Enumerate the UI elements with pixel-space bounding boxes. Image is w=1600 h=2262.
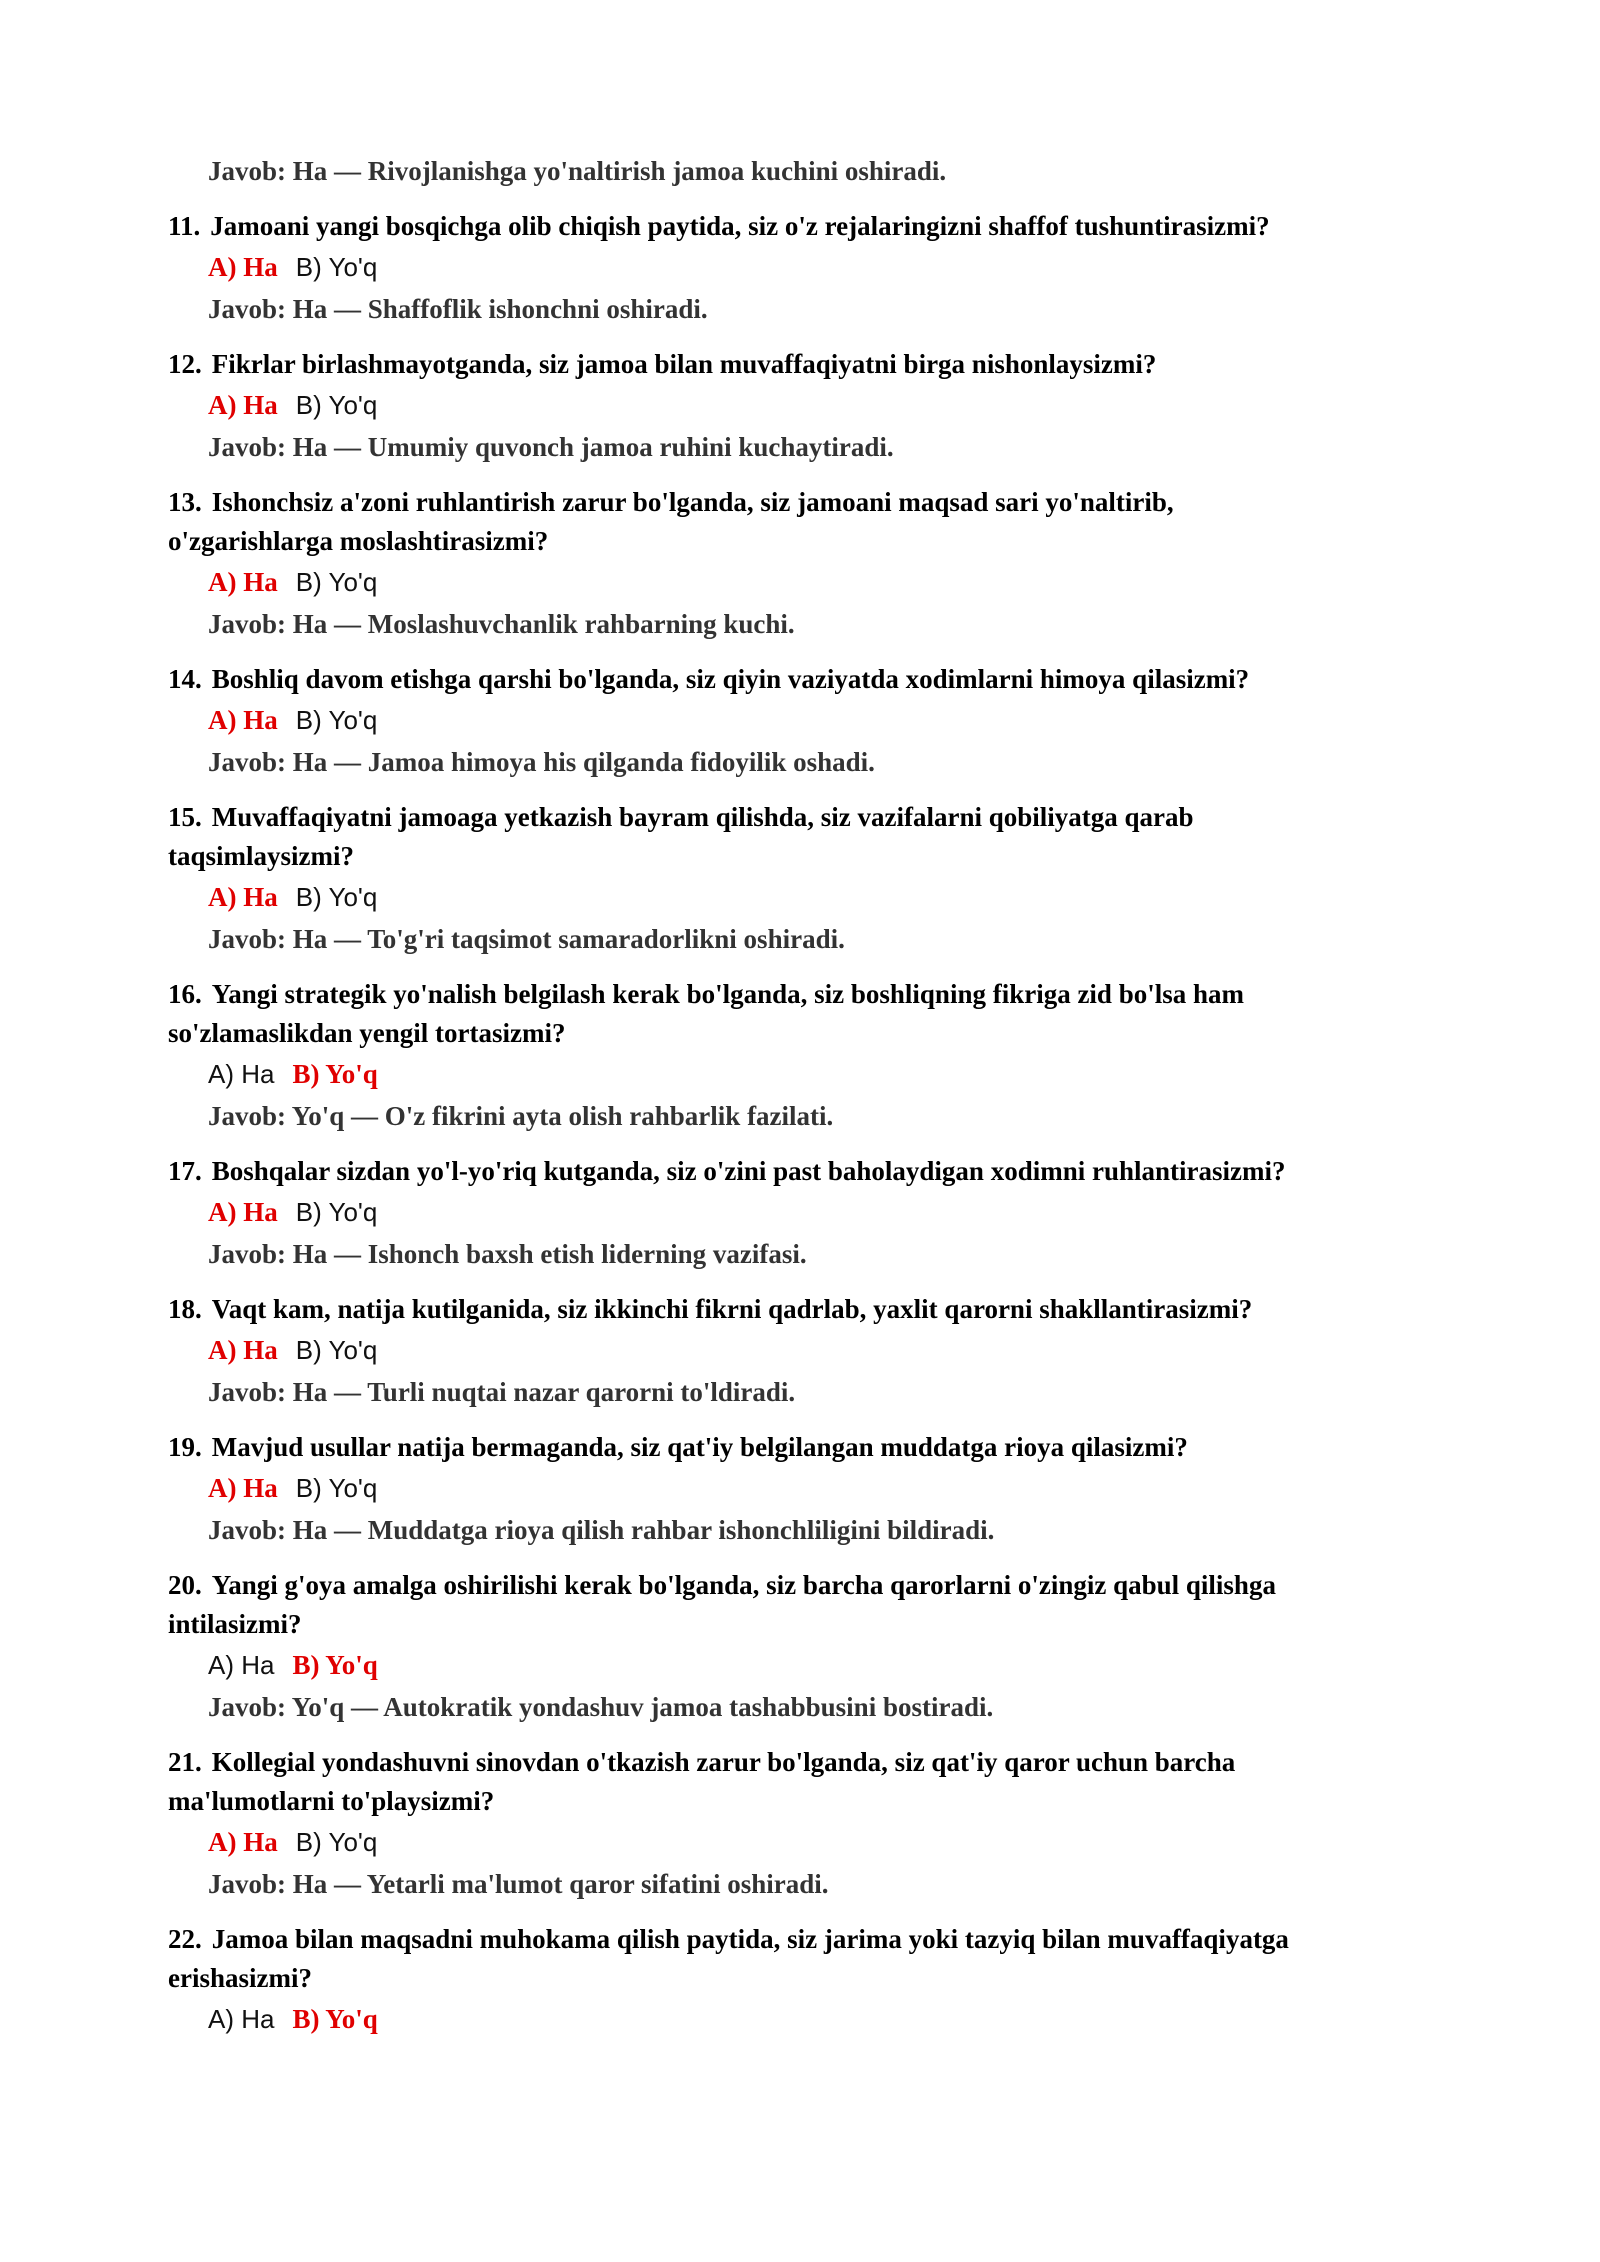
option-b: B) Yo'q — [295, 567, 378, 597]
answer-line: Javob: Ha — Jamoa himoya his qilganda fidoyilik oshadi. — [208, 747, 875, 777]
question-number: 19. — [168, 1432, 202, 1462]
question-item — [168, 1743, 1438, 1905]
question-label-continued: so'zlamaslikdan yengil tortasizmi? — [168, 1018, 566, 1048]
option-a: A) Ha — [208, 1335, 278, 1365]
options-row — [168, 876, 1438, 918]
question-number: 16. — [168, 979, 202, 1009]
question-item — [168, 345, 1438, 468]
question-item — [168, 1920, 1438, 2040]
question-label: Jamoa bilan maqsadni muhokama qilish paytida, siz jarima yoki tazyiq bilan muvaffaqiyatga — [211, 1924, 1289, 1954]
options-row — [168, 1998, 1438, 2040]
question-label-continued: o'zgarishlarga moslashtirasizmi? — [168, 526, 549, 556]
question-number: 13. — [168, 487, 202, 517]
options-row — [168, 1821, 1438, 1863]
question-text — [168, 345, 1438, 384]
question-number: 14. — [168, 664, 202, 694]
options-row — [168, 561, 1438, 603]
question-list — [168, 207, 1438, 2040]
option-b: B) Yo'q — [295, 1335, 378, 1365]
option-a: A) Ha — [208, 1197, 278, 1227]
question-item — [168, 798, 1438, 960]
options-row — [168, 1191, 1438, 1233]
option-a: A) Ha — [208, 1827, 278, 1857]
question-text — [168, 1743, 1438, 1821]
question-number: 20. — [168, 1570, 202, 1600]
question-text — [168, 660, 1438, 699]
question-item — [168, 660, 1438, 783]
question-number: 22. — [168, 1924, 202, 1954]
option-b: B) Yo'q — [295, 705, 378, 735]
options-row — [168, 1467, 1438, 1509]
option-a: A) Ha — [208, 1059, 275, 1089]
answer-line: Javob: Ha — Ishonch baxsh etish liderning vazifasi. — [208, 1239, 807, 1269]
option-b: B) Yo'q — [295, 252, 378, 282]
answer-line: Javob: Ha — Muddatga rioya qilish rahbar ishonchliligini bildiradi. — [208, 1515, 995, 1545]
question-item — [168, 483, 1438, 645]
options-row — [168, 699, 1438, 741]
question-text — [168, 975, 1438, 1053]
question-text — [168, 1290, 1438, 1329]
question-label: Muvaffaqiyatni jamoaga yetkazish bayram qilishda, siz vazifalarni qobiliyatga qarab — [211, 802, 1194, 832]
question-label: Fikrlar birlashmayotganda, siz jamoa bilan muvaffaqiyatni birga nishonlaysizmi? — [211, 349, 1157, 379]
question-number: 21. — [168, 1747, 202, 1777]
question-label-continued: intilasizmi? — [168, 1609, 302, 1639]
option-b: B) Yo'q — [292, 1059, 378, 1089]
answer-line: Javob: Yo'q — Autokratik yondashuv jamoa tashabbusini bostiradi. — [208, 1692, 994, 1722]
question-item — [168, 1290, 1438, 1413]
question-label-continued: erishasizmi? — [168, 1963, 312, 1993]
option-a: A) Ha — [208, 567, 278, 597]
question-item — [168, 1428, 1438, 1551]
answer-line: Javob: Ha — Turli nuqtai nazar qarorni to'ldiradi. — [208, 1377, 796, 1407]
options-row — [168, 246, 1438, 288]
question-text — [168, 1428, 1438, 1467]
question-label: Jamoani yangi bosqichga olib chiqish paytida, siz o'z rejalaringizni shaffof tushuntirasizmi? — [210, 211, 1270, 241]
question-text — [168, 1152, 1438, 1191]
option-b: B) Yo'q — [295, 1827, 378, 1857]
question-label-continued: ma'lumotlarni to'playsizmi? — [168, 1786, 495, 1816]
quiz-content — [168, 150, 1438, 2040]
question-number: 11. — [168, 211, 201, 241]
question-text — [168, 798, 1438, 876]
question-number: 12. — [168, 349, 202, 379]
question-label: Boshliq davom etishga qarshi bo'lganda, siz qiyin vaziyatda xodimlarni himoya qilasizmi? — [211, 664, 1250, 694]
question-text — [168, 483, 1438, 561]
question-label: Yangi g'oya amalga oshirilishi kerak bo'lganda, siz barcha qarorlarni o'zingiz qabul qilishga — [211, 1570, 1276, 1600]
question-label: Ishonchsiz a'zoni ruhlantirish zarur bo'lganda, siz jamoani maqsad sari yo'naltirib, — [211, 487, 1174, 517]
option-b: B) Yo'q — [295, 390, 378, 420]
answer-line: Javob: Ha — Umumiy quvonch jamoa ruhini kuchaytiradi. — [208, 432, 894, 462]
option-a: A) Ha — [208, 252, 278, 282]
option-a: A) Ha — [208, 882, 278, 912]
answer-line: Javob: Ha — To'g'ri taqsimot samaradorlikni oshiradi. — [208, 924, 845, 954]
option-a: A) Ha — [208, 390, 278, 420]
options-row — [168, 384, 1438, 426]
option-b: B) Yo'q — [295, 1197, 378, 1227]
answer-line: Javob: Ha — Rivojlanishga yo'naltirish jamoa kuchini oshiradi. — [208, 156, 947, 186]
options-row — [168, 1644, 1438, 1686]
question-item — [168, 207, 1438, 330]
question-item — [168, 1152, 1438, 1275]
question-text — [168, 1920, 1438, 1998]
answer-line: Javob: Yo'q — O'z fikrini ayta olish rahbarlik fazilati. — [208, 1101, 834, 1131]
option-b: B) Yo'q — [292, 1650, 378, 1680]
options-row — [168, 1053, 1438, 1095]
question-number: 15. — [168, 802, 202, 832]
option-b: B) Yo'q — [295, 1473, 378, 1503]
question-label: Yangi strategik yo'nalish belgilash kerak bo'lganda, siz boshliqning fikriga zid bo'lsa ham — [211, 979, 1244, 1009]
question-text — [168, 207, 1438, 246]
question-label: Kollegial yondashuvni sinovdan o'tkazish zarur bo'lganda, siz qat'iy qaror uchun barcha — [211, 1747, 1236, 1777]
options-row — [168, 1329, 1438, 1371]
question-label: Mavjud usullar natija bermaganda, siz qat'iy belgilangan muddatga rioya qilasizmi? — [211, 1432, 1188, 1462]
question-item — [168, 975, 1438, 1137]
option-b: B) Yo'q — [292, 2004, 378, 2034]
question-label-continued: taqsimlaysizmi? — [168, 841, 354, 871]
answer-line: Javob: Ha — Shaffoflik ishonchni oshiradi. — [208, 294, 708, 324]
option-a: A) Ha — [208, 705, 278, 735]
answer-line: Javob: Ha — Yetarli ma'lumot qaror sifatini oshiradi. — [208, 1869, 829, 1899]
question-number: 17. — [168, 1156, 202, 1186]
question-text — [168, 1566, 1438, 1644]
option-a: A) Ha — [208, 2004, 275, 2034]
option-a: A) Ha — [208, 1473, 278, 1503]
question-item — [168, 1566, 1438, 1728]
question-label: Vaqt kam, natija kutilganida, siz ikkinchi fikrni qadrlab, yaxlit qarorni shakllantirasizmi? — [211, 1294, 1253, 1324]
option-b: B) Yo'q — [295, 882, 378, 912]
question-label: Boshqalar sizdan yo'l-yo'riq kutganda, siz o'zini past baholaydigan xodimni ruhlantirasizmi? — [211, 1156, 1286, 1186]
option-a: A) Ha — [208, 1650, 275, 1680]
question-number: 18. — [168, 1294, 202, 1324]
answer-line: Javob: Ha — Moslashuvchanlik rahbarning kuchi. — [208, 609, 795, 639]
